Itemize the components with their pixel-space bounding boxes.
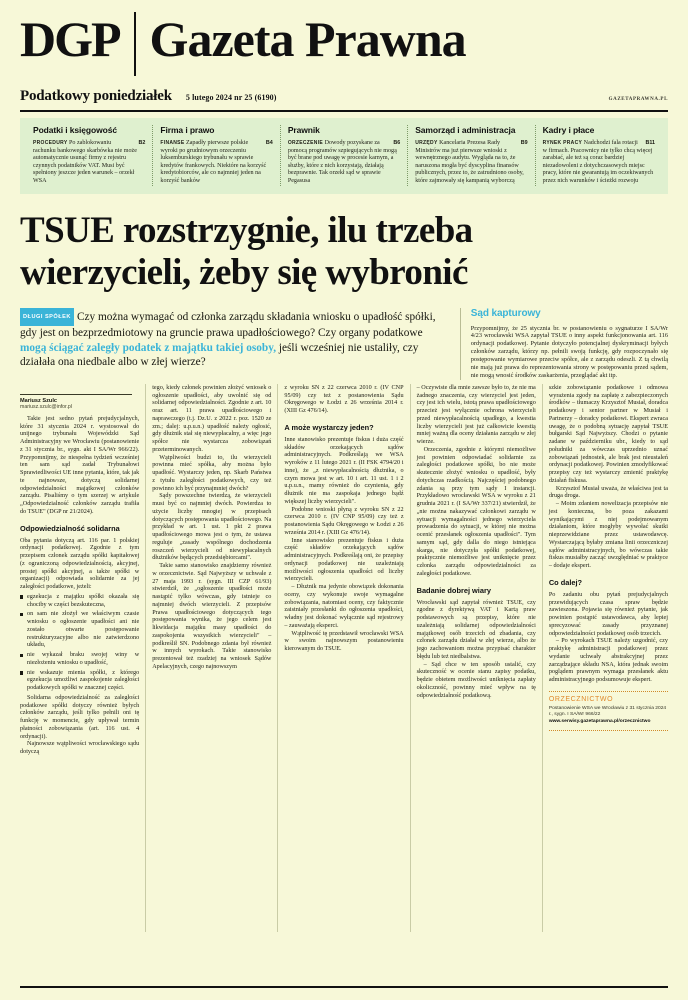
masthead-divider — [134, 12, 136, 76]
paragraph: – Sąd chce w ten sposób ustalić, czy skuteczność w ocenie stanu zapisy podatku, będzie obietem możliwości uniknięcia zapłaty okoliczność, powinny mieć wpływ na tę odpowiedzialność podatkową. — [416, 660, 536, 699]
teaser-body — [288, 140, 400, 186]
teaser-tag: ORZECZENIE — [287, 140, 324, 146]
article-column-2 — [146, 384, 278, 932]
teaser-page: B11 — [645, 140, 656, 146]
paragraph: – Po wyrokach TSUE należy uzgodnić, czy praktykę administracji podatkowej przez wydanie uchwały abstrakcyjnej przez zarządzające składu NSA, która jednak swoim poglądem prawnym wymaga przesłanek aktu administracyjnego podsumowuje ekspert. — [548, 637, 668, 684]
teaser-text: Dowody pozyskane za pomocą programów szpiegujących nie mogą być brane pod uwagę w procesie karnym, a służby, które z nich korzystają, działają bezprawnie. Tak orzekł sąd w sprawie Pegasusa — [287, 140, 397, 184]
teaser-title: Podatki i księgowość — [33, 125, 117, 135]
teaser-text: Po zablokowaniu rachunku bankowego skarbówka nie może automatycznie usunąć firmy z rejestru czynnych podatników VAT. Musi być spełniony jeszcze jeden warunek – orzekł WSA — [33, 140, 137, 184]
paragraph: tego, kiedy członek powinien złożyć wniosek o ogłoszenie upadłości, aby uwolnić się od solidarnej odpowiedzialności. Zgodnie z art. 10 oraz art. 11 prawa upadłościowego i naprawczego (t.j. Dz.U. z 2022 r. poz. 1520 ze zm.; dalej: u.p.u.n.) upadłość należy ogłosić, gdy dłużnik stał się niewypłacalny, a więc jego spółce nie wystarcza zobowiązań przeterminowanych. — [152, 383, 272, 453]
subheading: A może wystarczy jeden? — [284, 422, 374, 432]
headline-line-2: wierzycieli, żeby się wybronić — [20, 251, 468, 293]
paragraph: Oba pytania dotyczą art. 116 par. 1 polskiej ordynacji podatkowej. Zgodnie z tym przepisem członek zarządu spółki kapitałowej (z ograniczoną odpowiedzialnością, akcyjnej, prostej spółki akcyjnej, a także spółki w organizacji) odpowiada solidarnie za jej zaległości podatkowe, jeżeli: — [20, 536, 140, 591]
list-item: nie wykazał braku swojej winy w niezłożeniu wniosku o upadłość, — [20, 651, 139, 667]
teaser-page: B2 — [138, 140, 146, 146]
conditions-list — [20, 593, 139, 692]
teaser-page: B4 — [265, 140, 273, 146]
paragraph: – Moim zdaniem nowelizacja przepisów nie jest konieczna, bo poza zakazami wynikającymi z niej podejmowanym działaniom, które mogłyby wywołać skutki nieprzewidziane przez ustawodawcę. Wystarczającą byłaby zmiana linii orzeczniczej sądów administracyjnych, bo wówczas takie fiskus musiałby zacząć uwzględniać w praktyce – dodaje ekspert. — [548, 500, 668, 570]
paragraph: Solidarna odpowiedzialność za zaległości podatkowe spółki dotyczy również byłych członków zarządu, jeśli tylko pełnili oni tę funkcję w momencie, gdy upływał termin płatności zobowiązania (art. 116 ust. 4 ordynacji). — [20, 693, 140, 740]
paragraph: Takie samo stanowisko znajdziemy również w orzecznictwie. Sąd Najwyższy w uchwale z 27 maja 1993 r. (sygn. III CZP 61/93) stwierdził, że „ogłoszenie upadłości może nastąpić tylko wówczas, gdy istnieje co najmniej dwóch wierzycieli. Z przepisów Prawa upadłościowego dotyczących tego postępowania wynika, że jego celem jest likwidacja majątku masy upadłości do zaspokojenia wszystkich wierzycieli" – podkreślił SN. Podobnego zdania był również w innych wyrokach. Takie stanowisko prezentował też rzadziej na wniosek Sądów Apelacyjnych, czego najnowszym — [152, 562, 272, 670]
paragraph: Orzeczenia, zgodnie z którymi niemożliwe jest powinien odpowiadać solidarnie za zaległości podatkowe spółki, bo nie może skutecznie złożyć wniosku o upadłość, były dotychczas rzadkością. Najczęściej podobnego zdania są przy tym sądy I instancji. Przykładowo wrocławski WSA w wyroku z 21 grudnia 2021 r. (I SA/Wr 337/21) stwierdził, że „nie można nakazywać członkowi zarządu w sytuacji wymagalności jednego wierzyciela prowadzenia do sytuacji, w której nie można ocenić przesłanek ogłoszenia upadłości". Tym samym sąd, gdy dalla do niego istniejąca skarga, nie dotyczyła spółki podatkowej, praktycznie niemożliwe jest uniknięcie przez członka zarządu odpowiedzialności za zaległości podatkowe. — [416, 445, 536, 577]
masthead-subrow — [20, 88, 668, 112]
article-column-4 — [411, 384, 543, 932]
author-email[interactable]: mariusz.szulc@infor.pl — [20, 403, 72, 410]
teaser-body — [543, 140, 655, 186]
sidebar-box-text: Przypomnijmy, że 25 stycznia br. w postanowieniu o sygnaturze I SA/Wr 4/23 wrocławski WSA zapytał TSUE o inny aspekt funkcjonowania art. 116 ordynacji podatkowej. Pytanie dotyczyło potencjalnej dyskryminacji byłych członków zarządu, którzy np. pełnili swoją funkcję, gdy rozpoczynało się postępowanie wymiarowe przeciw spółce, ale z zarządu odeszli. Z tą chwilą nie mają już prawa do reprezentowania strony w postępowaniu przed sądem, nie mogą wnosić środków zaskarżenia, przeglądać akt itp. — [470, 324, 668, 379]
teaser-body — [415, 140, 527, 186]
article-column-3 — [278, 384, 410, 932]
teaser-tag: FINANSE — [160, 140, 185, 146]
list-item: egzekucja z majątku spółki okazała się chociby w części bezskuteczna, — [20, 593, 139, 609]
paragraph: Wątpliwości budzi to, ilu wierzycieli powinna mieć spółka, aby można było upadłość. Wystarczy jeden, np. Skarb Państwa z tytułu zaległości podatkowych, czy też powinno ich być przynajmniej dwóch? — [152, 453, 272, 492]
teaser-item[interactable] — [281, 125, 408, 186]
teaser-item[interactable] — [408, 125, 535, 186]
lead-highlight: mogą ściągać zaległy podatek z majątku takiej osoby, — [20, 341, 277, 354]
article-columns — [20, 384, 668, 932]
issue-info: 5 lutego 2024 nr 25 (6190) — [185, 93, 277, 102]
paragraph: Takie jest sedno pytań prejudycjalnych, które 31 stycznia 2024 r. wystosował do unijnego trybunału Wojewódzki Sąd Administracyjny we Wrocławiu (postanowienie z 31 stycznia br., sygn. akt I SA/Wr 966/22). Przypomnijmy, że niespełna tydzień wcześniej ten sam sąd zadał Trybunałowi Sprawiedliwości UE inne pytania, które, tak jak te najnowsze, dotyczą solidarnej odpowiedzialności majątkowej członków zarządu. Pisaliśmy o tym szerzej w artykule „Odpowiedzialność członków zarządu trafiła do TSUE" (DGP nr 21/2024). — [20, 414, 140, 515]
paragraph: Krzysztof Musiał uważa, że właściwa jest ta druga droga. — [548, 484, 668, 500]
edition-kicker: Podatkowy poniedziałek — [20, 88, 172, 104]
teaser-item[interactable] — [26, 125, 153, 186]
footer-rule — [20, 986, 668, 988]
teaser-body — [33, 140, 145, 186]
sidebar-box-sad-kapturowy — [460, 308, 668, 380]
subheading: Odpowiedzialność solidarna — [20, 523, 120, 533]
sidebar-box-title: Sąd kapturowy — [470, 307, 541, 319]
paragraph: Inne stanowisko prezentuje fiskus i duża część składów orzekających sądów administracyjnych. Podkreślają we WSA wyroków z 11 lutego 2021 r. (II FSK 4794/20 i inne), że „z niewypłacalnością dłużnika, o czym mowa jest w art. 10 i art. 11 ust. 1 i 2 u.p.u.n., mamy również do czynienia, gdy dłużnik nie ma zaspokaja jednego bądź większej liczby wierzycieli". — [284, 435, 404, 505]
author-name: Mariusz Szulc — [20, 397, 57, 404]
paragraph: z wyroku SN z 22 czerwca 2010 r. (IV CNP 95/09) czy też z postanowienia Sądu Okręgowego w Łodzi z 26 września 2014 r. (XIII Gz 476/14). — [284, 383, 404, 415]
teaser-item[interactable] — [153, 125, 280, 186]
site-url[interactable]: GAZETAPRAWNA.PL — [608, 97, 668, 102]
teaser-tag: URZĘDY — [415, 140, 438, 146]
teaser-body — [160, 140, 272, 186]
paragraph: Najnowsze wątpliwości wrocławskiego sądu dotyczą — [20, 740, 140, 756]
list-item: on sam nie złożył we właściwym czasie wniosku o ogłoszenie upadłości ani nie zostało otwarte postępowanie restrukturyzacyjne albo nie zatwierdzono układu, — [20, 610, 139, 649]
paragraph: Podobne wnioski płyną z wyroku SN z 22 czerwca 2010 r. (IV CNP 95/09) czy też z postanowienia Sądu Okręgowego w Łodzi z 26 września 2014 r. (XIII Gz 476/14). — [284, 505, 404, 536]
logo-gazeta-prawna[interactable]: Gazeta Prawna — [149, 11, 466, 67]
source-box-text: Postanowienie WSA we Wrocławiu z 31 stycznia 2024 r., sygn. I SA/Wr 966/22 — [548, 705, 667, 718]
teaser-tag: PROCEDURY — [33, 140, 68, 146]
teaser-text: Kancelaria Prezesa Rady Ministrów ma już pierwsze wnioski z wewnętrznego audytu. Wygląda na to, że naruszona mogła być dyscyplina finansów publicznych, przez to, że zatrudniono osoby, które zajmowały się kampanią wyborczą — [415, 140, 524, 184]
teaser-tag: RYNEK PRACY — [542, 140, 583, 146]
paragraph: – Dłużnik ma jedynie obowiązek dokonania oceny, czy wykonuje swoje wymagalne zobowiązania, natomiast oceny, czy faktycznie zaistniały przesłanki do ogłoszenia upadłości, władny jest dokonać wyłącznie sąd rejestrowy – zauważają eksperci. — [284, 583, 404, 629]
section-teaser-bar — [20, 118, 668, 194]
teaser-title: Samorząd i administracja — [415, 125, 516, 135]
paragraph: – Oczywiste dla mnie zawsze było to, że nie ma żadnego znaczenia, czy wierzyciel jest jeden, czy jest ich wielu, istotą prawa upadłościowego przecież jest wyłącznie ochrona wierzycieli przed niewypłacalnością upadłego, a kwestia liczby wierzycieli jest już całkowicie kwestią mniej ważną dla oceny działania zarządu w złej wierze. — [416, 383, 536, 446]
teaser-item[interactable] — [536, 125, 662, 186]
paragraph: Wątpliwość tę przedstawił wrocławski WSA w swoim najnowszym postanowieniu kierowanym do TSUE. — [284, 629, 404, 653]
masthead — [20, 0, 668, 76]
teaser-page: B6 — [393, 140, 401, 146]
teaser-title: Prawnik — [287, 125, 320, 135]
source-box-link[interactable]: www.serwisy.gazetaprawna.pl/orzecznictwo — [548, 718, 651, 724]
headline-line-1: TSUE rozstrzygnie, ilu trzeba — [20, 209, 473, 251]
teaser-title: Kadry i płace — [542, 125, 595, 135]
paragraph: Sądy powszechne twierdzą, że wierzycieli musi być co najmniej dwóch. Powierdza to użycie liczby mnogiej w przepisach dotyczących postępowania upadłościowego. Na przykład w art. 1 ust. 1 pkt 2 prawa upadłościowego mowa jest o tym, że ustawa reguluje „zasady wspólnego dochodzenia roszczeń wierzycieli od niewypłacalnych dłużników będących przedsiębiorcami". — [152, 492, 272, 562]
article-column-1 — [20, 384, 146, 932]
page-title — [20, 210, 668, 294]
byline — [20, 394, 132, 410]
subheading: Co dalej? — [548, 577, 583, 587]
teaser-title: Firma i prawo — [160, 125, 215, 135]
paragraph: szkie zobowiązanie podatkowe i odmowa wyrażenia zgody na zapłatę z zabezpieczonych środków – tłumaczy Krzysztof Musiał, doradca podatkowy i senior partner w Musiał i Partnerzy – doradcy podatkowi. Ekspert zwraca uwagę, że o podobną sytuację zapytał TSUE bułgarski Sąd Najwyższy. Chodzi o pytanie zadane w październiku ubr., kiedy to sąd południki za wówczas uprzednio uznać zobowiązań jednostek, ale brak jest nieustaleń ordynacji podatkowej. Powinien zmodyfikować przepisy czy też wystarczy zmienić praktykę działań fiskusa. — [548, 383, 668, 484]
logo-dgp[interactable]: DGP — [20, 11, 120, 67]
source-box-orzecznictwo — [549, 691, 668, 731]
lead-and-rail — [20, 308, 668, 380]
teaser-text: Nadchodzi fala rotacji w firmach. Pracownicy nie tylko chcą więcej zarabiać, ale też są coraz bardziej niezadowoleni z dotychczasowych miejsc pracy, które nie gwarantują im oczekiwanych przez nich warunków i ścieżki rozwoju — [542, 140, 654, 184]
paragraph: Po zadaniu obu pytań prejudycjalnych przewidujących czasa spraw będzie zawieszona. Pojawia się również pytanie, jak powinien postąpić ustawodawca, aby lepiej sprecyzować zasady przyznanej odpowiedzialności podatkowej osób trzecich. — [548, 590, 668, 637]
paragraph: Wrocławski sąd zapytał również TSUE, czy zgodne z dyrektywą VAT i Kartą praw podstawowych są przepisy, które nie uzależniają solidarnej odpowiedzialności majątkowej osób trzecich od zbadania, czy członek zarządu działał w złej wierze, albo że jego zachowaniom można przypisać charakter błędu lub też niedbalstwa. — [416, 598, 536, 660]
article-column-5 — [543, 384, 668, 932]
status-badge: DŁUGI SPÓŁEK — [20, 308, 74, 327]
list-item: nie wskazuje mienia spółki, z którego egzekucja umożliwi zaspokojenie zaległości podatkowych spółki w znacznej części. — [20, 669, 139, 692]
lead-text-part1: Czy można wymagać od członka zarządu składania wniosku o upadłość spółki, gdy jest on bezprzedmiotowy na gruncie prawa upadłościowego? Czy organy podatkowe — [20, 310, 436, 340]
teaser-page: B9 — [520, 140, 528, 146]
teaser-text: Zapadły pierwsze polskie wyroki po grudniowym orzeczeniu luksemburskiego trybunału w sprawie kredytów frankowych. Niektóre na korzyść kredytobiorców, ale co najmniej jeden na korzyść banków — [160, 140, 267, 184]
paragraph: Inne stanowisko prezentuje fiskus i duża część składów orzekających sądów administracyjnych. Podkreślają oni, że przepisy ordynacji podatkowej nie uzależniają możliwości ogłoszenia upadłości od liczby wierzycieli. — [284, 536, 404, 583]
subheading: Badanie dobrej wiary — [416, 585, 491, 595]
lead-text-part2: jeśli wcześniej nie ustaliły, czy działała ona niedbale albo w złej wierze? — [20, 341, 419, 369]
source-box-title: ORZECZNICTWO — [548, 695, 614, 703]
lead-paragraph — [20, 308, 448, 380]
